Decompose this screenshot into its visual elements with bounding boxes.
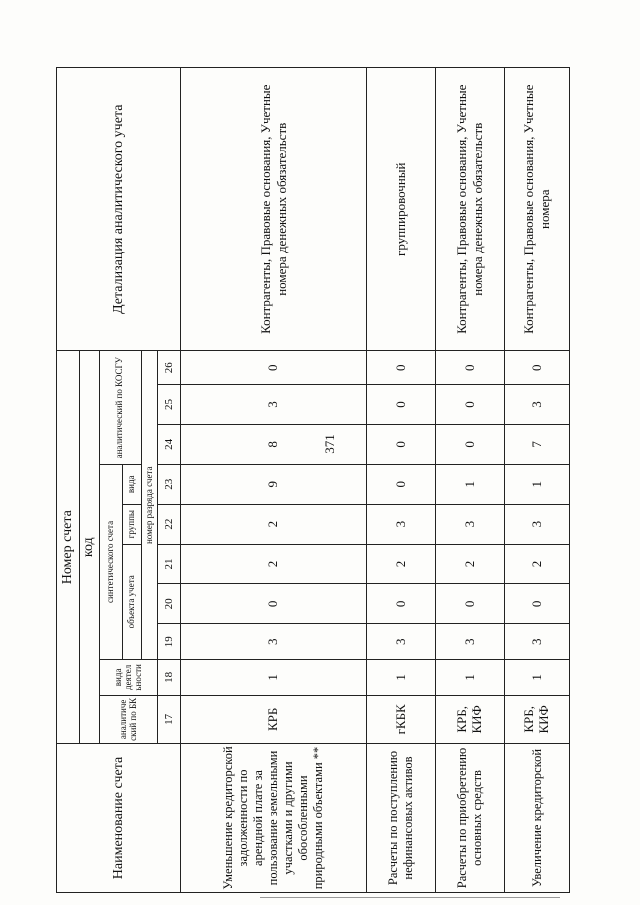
row-value: 3 <box>436 624 505 660</box>
table-row <box>367 68 436 893</box>
header-kod: код <box>79 351 99 743</box>
col-number: 21 <box>158 544 181 584</box>
row-value: 0 <box>436 385 505 425</box>
header-account-number: Номер счета <box>57 351 80 743</box>
row-value: 1 <box>505 660 570 696</box>
row-value: 3 <box>505 385 570 425</box>
row-value: 3 <box>505 504 570 544</box>
page-number: 371 <box>322 434 337 454</box>
row-account-name: Расчеты по приобретению основных средств <box>436 743 505 892</box>
row-value: 3 <box>367 504 436 544</box>
row-value: 2 <box>367 544 436 584</box>
row-value: 0 <box>436 424 505 464</box>
row-value: 3 <box>181 385 367 425</box>
row-value: 1 <box>436 464 505 504</box>
row-value: 2 <box>436 544 505 584</box>
row-value: 1 <box>181 660 367 696</box>
row-value: 0 <box>367 351 436 385</box>
row-value: 2 <box>181 544 367 584</box>
header-analytic-bk: аналитиче ский по БК <box>99 695 157 743</box>
header-object: объекта учета <box>122 544 141 659</box>
col-number: 18 <box>158 660 181 696</box>
row-value: 0 <box>367 424 436 464</box>
row-analytic-detail: Контрагенты, Правовые основания, Учетные номера денежных обязательств <box>436 68 505 351</box>
row-analytic-detail: Контрагенты, Правовые основания, Учетные номера <box>505 68 570 351</box>
row-value: 0 <box>181 351 367 385</box>
header-account-name: Наименование счета <box>57 743 181 892</box>
row-value: 3 <box>367 624 436 660</box>
row-account-name: Уменьшение кредиторской задолженности по арендной плате за пользование земельными участками и другими обособленными природными объектами ** <box>181 743 367 892</box>
col-number: 22 <box>158 504 181 544</box>
header-razryad: номер разряда счета <box>141 351 158 660</box>
col-number: 19 <box>158 624 181 660</box>
row-account-name: Расчеты по поступлению нефинансовых активов <box>367 743 436 892</box>
row-value: 0 <box>505 351 570 385</box>
row-value: гКБК <box>367 695 436 743</box>
row-account-name: Увеличение кредиторской <box>505 743 570 892</box>
row-value: 7 <box>505 424 570 464</box>
header-activity-type: вида деятел ьности <box>99 660 157 696</box>
header-analytic-detail: Детализация аналитического учета <box>57 68 181 351</box>
row-value: 8 <box>181 424 367 464</box>
col-number: 25 <box>158 385 181 425</box>
row-value: 9 <box>181 464 367 504</box>
row-value: 1 <box>505 464 570 504</box>
row-value: 2 <box>181 504 367 544</box>
header-analytic-kosgu: аналитический по КОСГУ <box>99 351 141 464</box>
row-value: 0 <box>367 464 436 504</box>
row-value: 3 <box>505 624 570 660</box>
row-value: 0 <box>505 584 570 624</box>
header-synthetic: синтетического счета <box>99 464 122 659</box>
row-value: 2 <box>505 544 570 584</box>
row-value: КРБ, КИФ <box>436 695 505 743</box>
header-groups: группы <box>122 504 141 544</box>
row-value: 0 <box>436 351 505 385</box>
col-number: 20 <box>158 584 181 624</box>
rotated-table-stage <box>56 67 570 893</box>
row-value: 0 <box>367 385 436 425</box>
table-row <box>436 68 505 893</box>
row-value: 0 <box>181 584 367 624</box>
account-table <box>56 67 570 893</box>
col-number: 17 <box>158 695 181 743</box>
col-number: 26 <box>158 351 181 385</box>
row-value: 3 <box>436 504 505 544</box>
row-value: 1 <box>436 660 505 696</box>
table-row <box>505 68 570 893</box>
row-value: 0 <box>367 584 436 624</box>
row-analytic-detail: группировочный <box>367 68 436 351</box>
header-vida: вида <box>122 464 141 504</box>
col-number: 23 <box>158 464 181 504</box>
table-row <box>181 68 367 893</box>
col-number: 24 <box>158 424 181 464</box>
row-value: КРБ <box>181 695 367 743</box>
row-value: 3 <box>181 624 367 660</box>
row-analytic-detail: Контрагенты, Правовые основания, Учетные номера денежных обязательств <box>181 68 367 351</box>
row-value: 0 <box>436 584 505 624</box>
row-value: КРБ, КИФ <box>505 695 570 743</box>
row-value: 1 <box>367 660 436 696</box>
bottom-divider <box>260 897 560 898</box>
